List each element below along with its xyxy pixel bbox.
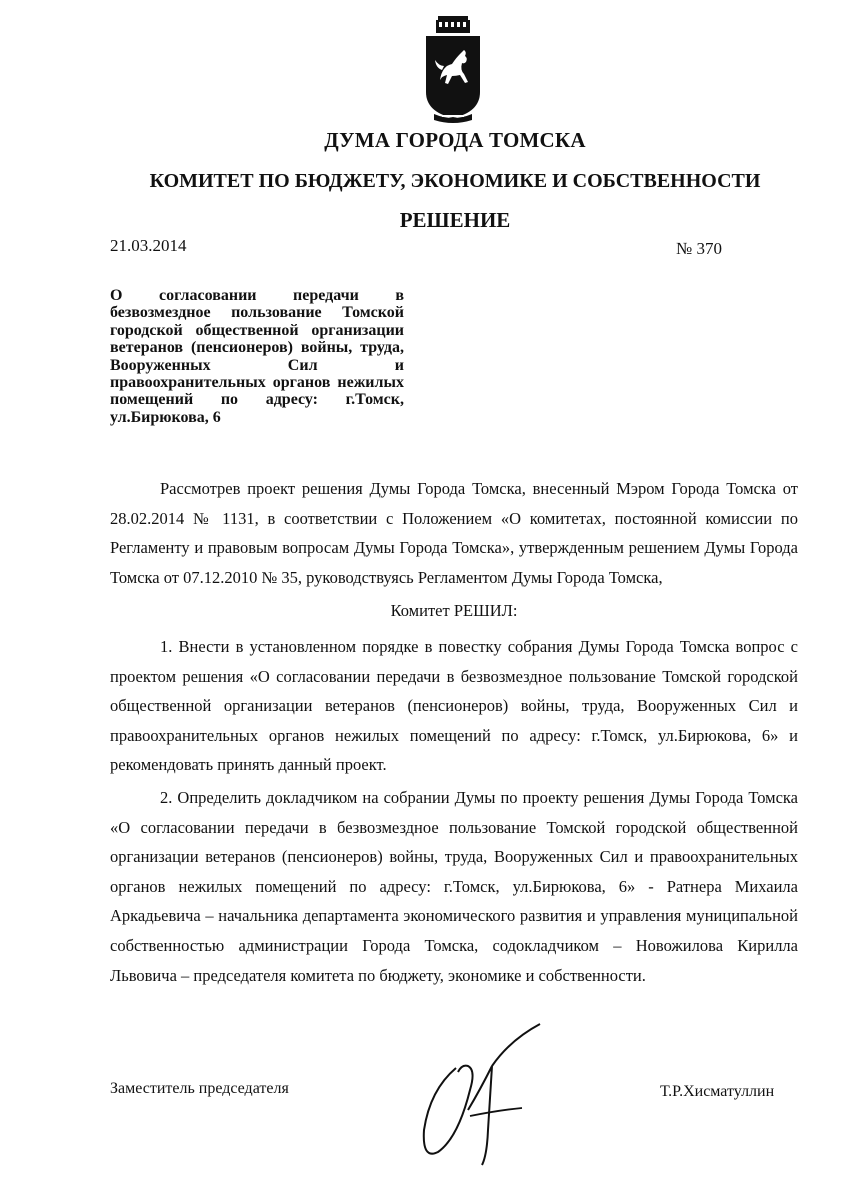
- resolution-item-2: 2. Определить докладчиком на собрании Думы по проекту решения Думы Города Томска «О согласовании передачи в безвозмездное пользование Томской городской общественной организации ветеранов (пенсионеров) войны, труда, Вооруженных Сил и правоохранительных органов нежилых помещений по адресу: г.Томск, ул.Бирюкова, 6» - Ратнера Михаила Аркадьевича – начальника департамента экономического развития и управления муниципальной собственностью администрации Города Томска, содокладчиком – Новожилова Кирилла Львовича – председателя комитета по бюджету, экономике и собственности.: [110, 787, 798, 985]
- tomsk-coat-of-arms-icon: [420, 14, 486, 126]
- signatory-name: Т.Р.Хисматуллин: [660, 1083, 775, 1100]
- resolved-heading: Комитет РЕШИЛ:: [390, 601, 518, 621]
- intro-paragraph: Рассмотрев проект решения Думы Города Томска, внесенный Мэром Города Томска от 28.02.2014 № 1131, в соответствии с Положением «О комитетах, постоянной комиссии по Регламенту и правовым вопросам Думы Города Томска», утвержденным решением Думы Города Томска от 07.12.2010 № 35, руководствуясь Регламентом Думы Города Томска,: [110, 479, 798, 587]
- document-subject: О согласовании передачи в безвозмездное пользование Томской городской общественной организации ветеранов (пенсионеров) войны, труда, Вооруженных Сил и правоохранительных органов нежилых помещений по адресу: г.Томск, ул.Бирюкова, 6: [110, 287, 404, 426]
- signatory-title: Заместитель председателя: [110, 1080, 289, 1097]
- document-number: № 370: [676, 239, 722, 258]
- document-body: [110, 474, 798, 993]
- committee-title: КОМИТЕТ ПО БЮДЖЕТУ, ЭКОНОМИКЕ И СОБСТВЕННОСТИ: [149, 170, 761, 192]
- document-date: 21.03.2014: [110, 236, 187, 255]
- document-type-title: РЕШЕНИЕ: [399, 208, 511, 232]
- resolution-item-1: 1. Внести в установленном порядке в повестку собрания Думы Города Томска вопрос с проектом решения «О согласовании передачи в безвозмездное пользование Томской городской общественной организации ветеранов (пенсионеров) войны, труда, Вооруженных Сил и правоохранительных органов нежилых помещений по адресу: г.Томск, ул.Бирюкова, 6» и рекомендовать принять данный проект.: [110, 636, 798, 775]
- handwritten-signature-icon: [410, 1020, 550, 1170]
- organization-title: ДУМА ГОРОДА ТОМСКА: [324, 128, 586, 152]
